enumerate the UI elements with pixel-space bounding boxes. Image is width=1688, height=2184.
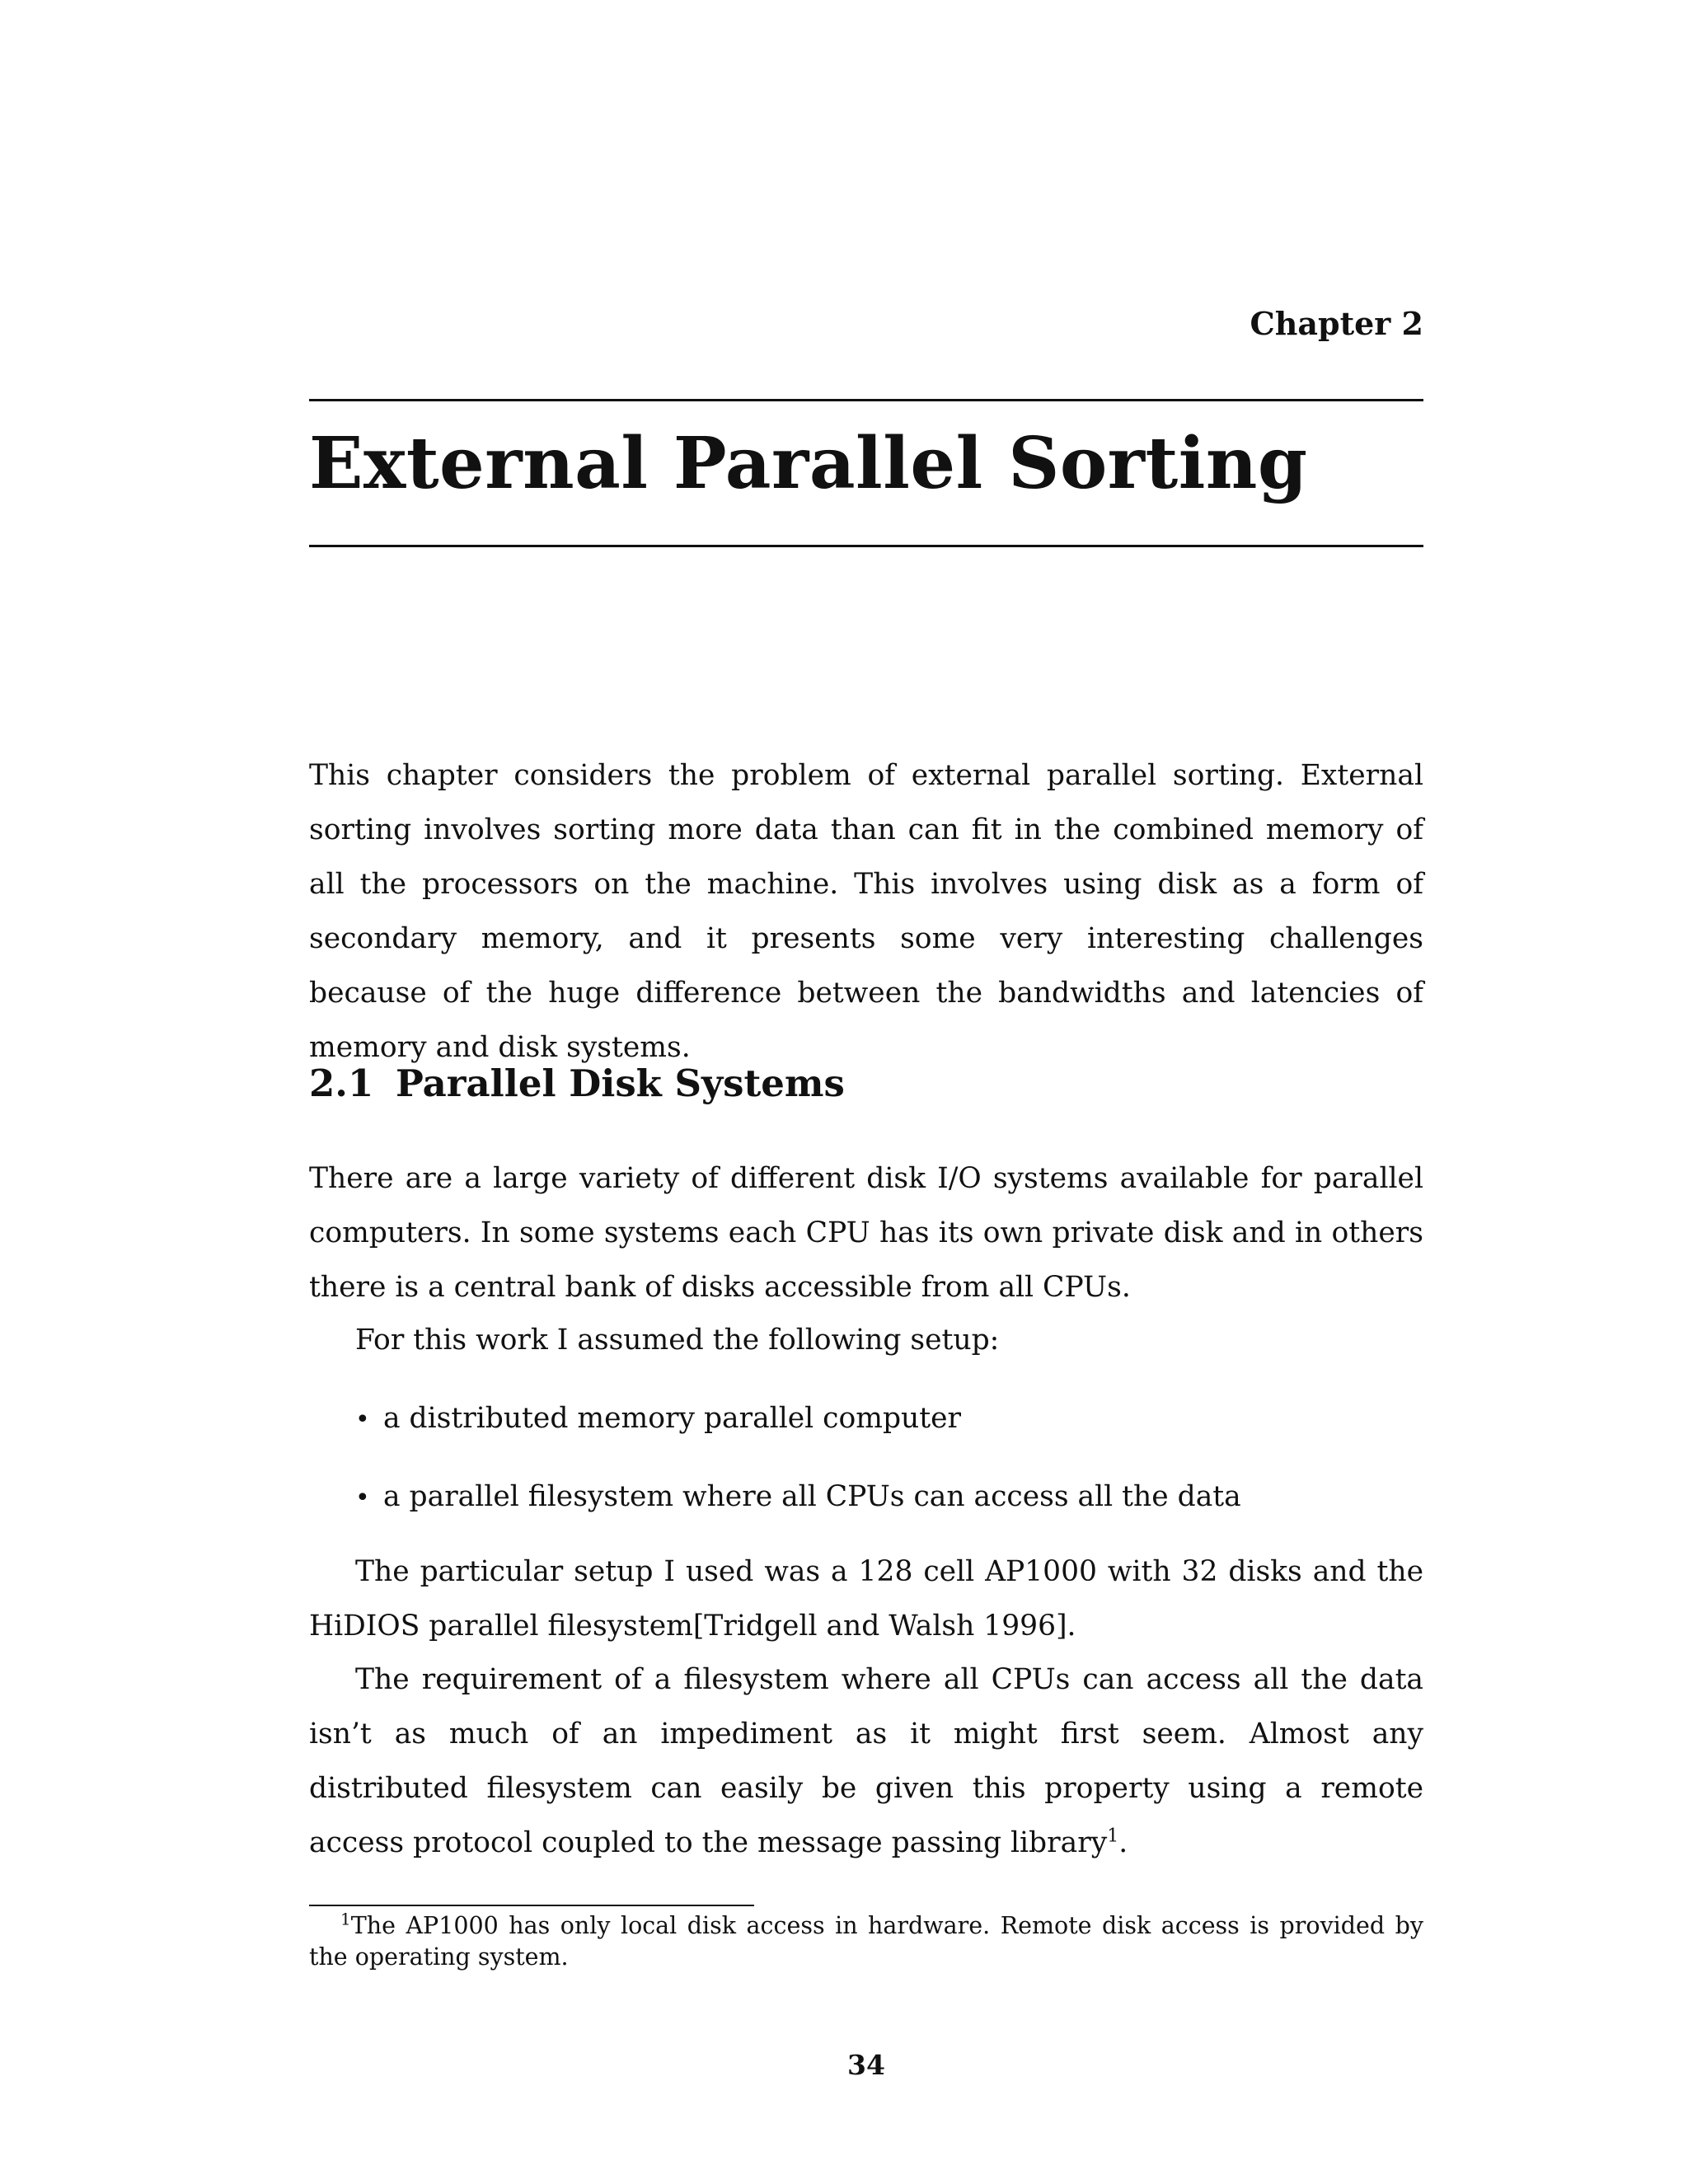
footnote-rule	[309, 1905, 754, 1906]
list-item	[355, 1469, 1423, 1524]
list-item	[355, 1391, 1423, 1446]
section-paragraph-2: For this work I assumed the following setup:	[355, 1324, 1000, 1357]
bullet-text: a parallel filesystem where all CPUs can access all the data	[383, 1480, 1241, 1513]
title-rule-top	[309, 399, 1423, 401]
section-paragraph-4	[309, 1652, 1423, 1870]
chapter-title: External Parallel Sorting	[309, 422, 1308, 505]
page-number: 34	[847, 2049, 885, 2081]
section-number: 2.1	[309, 1062, 374, 1105]
section-paragraph-1: There are a large variety of different disk I/O systems available for parallel computers. In some systems each CPU has its own private disk and in others there is a central bank of disks accessible from all CPUs.	[309, 1162, 1423, 1304]
footnote-text: The AP1000 has only local disk access in hardware. Remote disk access is provided by the operating system.	[309, 1912, 1423, 1971]
footnote-reference[interactable]: 1	[1107, 1825, 1119, 1847]
title-rule-bottom	[309, 545, 1423, 547]
footnote-mark: 1	[340, 1909, 351, 1929]
paragraph-4-end: .	[1118, 1826, 1128, 1859]
chapter-label: Chapter 2	[1250, 305, 1423, 342]
section-paragraph-3: The particular setup I used was a 128 cell AP1000 with 32 disks and the HiDIOS parallel filesystem[Tridgell and Walsh 1996].	[309, 1555, 1423, 1643]
paragraph-4-text: The requirement of a filesystem where all CPUs can access all the data isn’t as much of an impediment as it might first seem. Almost any distributed filesystem can easily be given this property using a remote access protocol coupled to the message passing library	[309, 1663, 1423, 1859]
section-heading	[309, 1062, 845, 1105]
footnote	[309, 1910, 1423, 1973]
bullet-text: a distributed memory parallel computer	[383, 1402, 962, 1435]
intro-paragraph: This chapter considers the problem of external parallel sorting. External sorting involves sorting more data than can fit in the combined memory of all the processors on the machine. This involves using disk as a form of secondary memory, and it presents some very interesting challenges because of the huge difference between the bandwidths and latencies of memory and disk systems.	[309, 759, 1423, 1064]
bullet-icon: •	[355, 1483, 370, 1512]
section-title: Parallel Disk Systems	[396, 1062, 845, 1105]
bullet-icon: •	[355, 1405, 370, 1434]
setup-bullet-list	[355, 1391, 1423, 1548]
